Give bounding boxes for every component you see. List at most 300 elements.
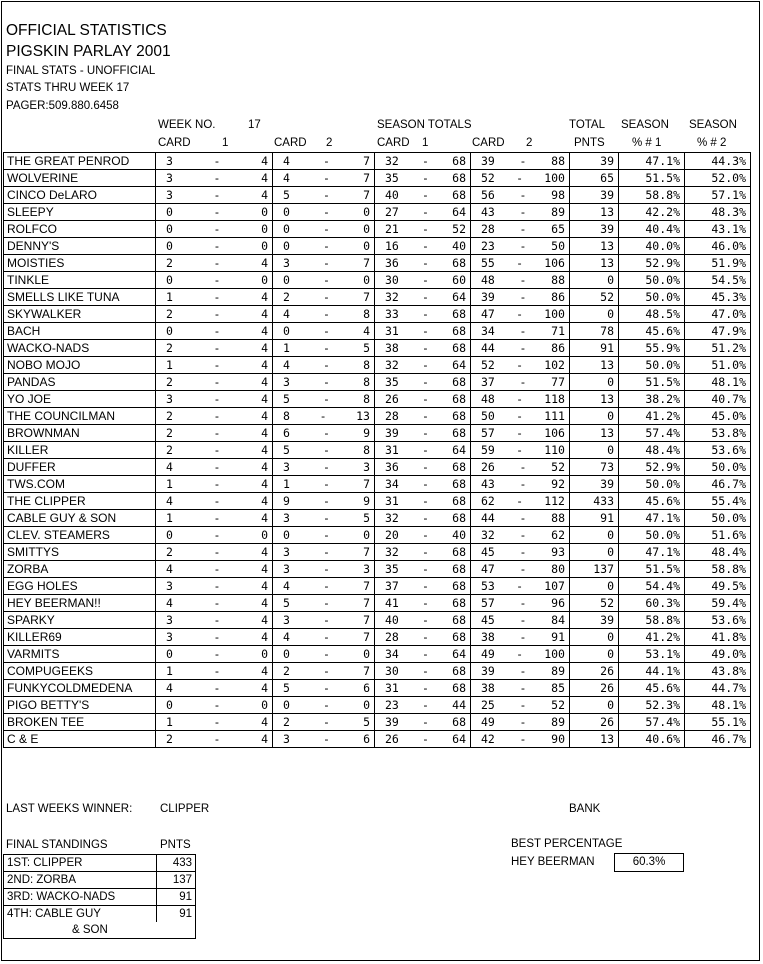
season-card1-total: 68 <box>452 681 466 695</box>
season-card1 <box>375 527 470 543</box>
season-totals-label: SEASON TOTALS <box>377 119 472 131</box>
season-pct1: 54.4% <box>619 578 685 595</box>
team-name: C & E <box>4 731 156 748</box>
dash: - <box>516 494 523 508</box>
season-card2-won: 50 <box>481 409 495 423</box>
season-card2-total: 88 <box>551 511 565 525</box>
dash: - <box>422 341 429 355</box>
table-row <box>4 561 751 578</box>
season-card1 <box>375 425 470 441</box>
dash: - <box>213 273 221 287</box>
week-card1-won: 1 <box>166 715 173 729</box>
season-pct1: 58.8% <box>619 187 685 204</box>
team-name: EGG HOLES <box>4 578 156 595</box>
dash: - <box>213 596 221 610</box>
dash: - <box>422 562 429 576</box>
season-card2 <box>471 204 569 220</box>
season-card1-won: 21 <box>385 222 399 236</box>
week-card2 <box>273 187 374 203</box>
dash: - <box>323 681 330 695</box>
season-card2-won: 57 <box>481 426 495 440</box>
table-row <box>4 408 751 425</box>
season-pct1: 45.6% <box>619 323 685 340</box>
week-card1-won: 0 <box>166 222 173 236</box>
standings-label: 1ST: CLIPPER <box>4 855 157 872</box>
season-pct2: 49.5% <box>685 578 751 595</box>
dash: - <box>323 545 330 559</box>
team-name: TWS.COM <box>4 476 156 493</box>
week-card2 <box>273 544 374 560</box>
week-card2-won: 9 <box>283 494 290 508</box>
dash: - <box>519 239 527 253</box>
season-card1-won: 40 <box>385 188 399 202</box>
season-pct2: 46.0% <box>685 238 751 255</box>
week-card2-total: 0 <box>363 698 370 712</box>
dash: - <box>213 545 221 559</box>
dash: - <box>213 511 221 525</box>
season-pct1: 41.2% <box>619 408 685 425</box>
season-pct1: 45.6% <box>619 680 685 697</box>
season-card2-total: 89 <box>551 205 565 219</box>
week-card1-won: 2 <box>166 307 173 321</box>
week-card2-won: 0 <box>283 222 290 236</box>
week-card1-won: 3 <box>166 630 173 644</box>
season-card2-won: 62 <box>481 494 495 508</box>
season-card2 <box>471 680 569 696</box>
season-card2-total: 110 <box>544 443 565 457</box>
season-card2 <box>471 357 569 373</box>
season-card2 <box>471 153 569 169</box>
season-pct2: 58.8% <box>685 561 751 578</box>
dash: - <box>323 188 330 202</box>
season-card1-won: 20 <box>385 528 399 542</box>
team-name: CABLE GUY & SON <box>4 510 156 527</box>
week-card1 <box>156 238 272 254</box>
season-card1 <box>375 476 470 492</box>
week-card1 <box>156 170 272 186</box>
table-row <box>4 646 751 663</box>
total-pnts: 0 <box>570 272 619 289</box>
season-pct1: 57.4% <box>619 425 685 442</box>
season-card1 <box>375 289 470 305</box>
season-card2-won: 48 <box>481 392 495 406</box>
season-pct2: 48.1% <box>685 374 751 391</box>
season-pct2: 44.7% <box>685 680 751 697</box>
dash: - <box>422 528 429 542</box>
team-name: SLEEPY <box>4 204 156 221</box>
season-pct1: 53.1% <box>619 646 685 663</box>
season-pct2: 59.4% <box>685 595 751 612</box>
week-card2-total: 6 <box>363 681 370 695</box>
season-pct1: 58.8% <box>619 612 685 629</box>
dash: - <box>323 477 330 491</box>
dash: - <box>323 222 330 236</box>
season-card1 <box>375 255 470 271</box>
week-card1-won: 1 <box>166 358 173 372</box>
season-pct1: 38.2% <box>619 391 685 408</box>
season-pct1: 40.4% <box>619 221 685 238</box>
dash: - <box>422 443 429 457</box>
week-card1-won: 0 <box>166 324 173 338</box>
standings-row-cont <box>4 922 196 939</box>
week-card1 <box>156 340 272 356</box>
season-card2-total: 107 <box>544 579 565 593</box>
season-card2 <box>471 238 569 254</box>
dash: - <box>519 290 527 304</box>
standings-pnts: 433 <box>157 855 196 872</box>
season-card2-num: 2 <box>526 137 533 149</box>
title-line-2: PIGSKIN PARLAY 2001 <box>6 43 171 60</box>
season-card2-total: 85 <box>551 681 565 695</box>
season-pct2: 43.1% <box>685 221 751 238</box>
total-pnts: 13 <box>570 357 619 374</box>
week-card1 <box>156 561 272 577</box>
week-card1-won: 0 <box>166 239 173 253</box>
season-card1-won: 39 <box>385 715 399 729</box>
dash: - <box>213 426 221 440</box>
season-card1 <box>375 442 470 458</box>
season-card2-total: 77 <box>551 375 565 389</box>
dash: - <box>213 698 221 712</box>
week-card2-total: 9 <box>363 494 370 508</box>
season-card2-total: 98 <box>551 188 565 202</box>
season-pct1: 60.3% <box>619 595 685 612</box>
week-card1 <box>156 357 272 373</box>
week-card1 <box>156 646 272 662</box>
team-name: CLEV. STEAMERS <box>4 527 156 544</box>
dash: - <box>323 171 330 185</box>
dash: - <box>213 222 221 236</box>
season-card2-won: 25 <box>481 698 495 712</box>
week-card2 <box>273 340 374 356</box>
team-name: DENNY'S <box>4 238 156 255</box>
season-card2-total: 96 <box>551 596 565 610</box>
week-card2-won: 4 <box>283 307 290 321</box>
dash: - <box>516 307 523 321</box>
season-card2 <box>471 629 569 645</box>
season-card1-total: 68 <box>452 494 466 508</box>
week-card1-total: 0 <box>261 647 268 661</box>
season-card2-won: 42 <box>481 732 495 746</box>
table-row <box>4 629 751 646</box>
season-pct1: 57.4% <box>619 714 685 731</box>
season-card1 <box>375 272 470 288</box>
total-pnts: 137 <box>570 561 619 578</box>
final-standings-label: FINAL STANDINGS <box>6 839 108 851</box>
table-row <box>4 714 751 731</box>
total-label: TOTAL <box>569 119 605 131</box>
week-card1-total: 4 <box>261 460 268 474</box>
week-card2-total: 5 <box>363 715 370 729</box>
season-card1-total: 68 <box>452 392 466 406</box>
table-row <box>4 544 751 561</box>
week-card1-total: 4 <box>261 443 268 457</box>
week-card2 <box>273 425 374 441</box>
week-card2-won: 3 <box>283 613 290 627</box>
dash: - <box>323 358 330 372</box>
season-card1-won: 31 <box>385 681 399 695</box>
season-card2 <box>471 391 569 407</box>
week-card2-total: 3 <box>363 562 370 576</box>
dash: - <box>422 732 429 746</box>
total-pnts: 65 <box>570 170 619 187</box>
season-card1-won: 28 <box>385 630 399 644</box>
dash: - <box>323 256 330 270</box>
week-card2-total: 0 <box>363 222 370 236</box>
total-pnts: 13 <box>570 731 619 748</box>
week-card1 <box>156 714 272 730</box>
standings-pnts: 91 <box>157 906 196 923</box>
dash: - <box>213 188 221 202</box>
season-card1-total: 68 <box>452 545 466 559</box>
season-card2 <box>471 221 569 237</box>
week-card2-won: 4 <box>283 154 290 168</box>
season-card1-total: 68 <box>452 154 466 168</box>
week-card2-total: 7 <box>363 171 370 185</box>
week-card1-total: 4 <box>261 341 268 355</box>
standings-pnts: 137 <box>157 872 196 889</box>
dash: - <box>323 324 330 338</box>
season1-label: SEASON <box>621 119 669 131</box>
season-pct2: 46.7% <box>685 476 751 493</box>
season-card2 <box>471 187 569 203</box>
season-card2-total: 50 <box>551 239 565 253</box>
week-card2-won: 0 <box>283 698 290 712</box>
season-card2-won: 57 <box>481 596 495 610</box>
week-card1-won: 2 <box>166 732 173 746</box>
week-card1 <box>156 493 272 509</box>
week-card2-won: 3 <box>283 256 290 270</box>
season-card1 <box>375 544 470 560</box>
standings-table <box>3 854 196 939</box>
season-card2 <box>471 442 569 458</box>
season-card1-total: 68 <box>452 375 466 389</box>
week-card1 <box>156 289 272 305</box>
team-name: KILLER <box>4 442 156 459</box>
season-card2 <box>471 697 569 713</box>
season-card1-total: 68 <box>452 341 466 355</box>
dash: - <box>319 409 327 423</box>
table-row <box>4 731 751 748</box>
week-card2 <box>273 612 374 628</box>
week-card1 <box>156 425 272 441</box>
table-row <box>4 204 751 221</box>
dash: - <box>213 239 221 253</box>
week-card1 <box>156 204 272 220</box>
week-card2-total: 0 <box>363 205 370 219</box>
dash: - <box>519 698 527 712</box>
dash: - <box>323 443 330 457</box>
week-card2-won: 8 <box>283 409 290 423</box>
dash: - <box>323 698 330 712</box>
season-card2 <box>471 323 569 339</box>
season-card2 <box>471 578 569 594</box>
dash: - <box>323 375 330 389</box>
week-card2 <box>273 697 374 713</box>
subtitle-week: STATS THRU WEEK 17 <box>6 82 130 94</box>
week-card2 <box>273 595 374 611</box>
dash: - <box>519 664 527 678</box>
week-card1 <box>156 731 272 747</box>
season-card1-won: 34 <box>385 647 399 661</box>
week-card1-total: 0 <box>261 528 268 542</box>
table-row <box>4 289 751 306</box>
season-card1-won: 32 <box>385 511 399 525</box>
season-card1 <box>375 612 470 628</box>
team-name: CINCO DeLARO <box>4 187 156 204</box>
week-card2 <box>273 561 374 577</box>
dash: - <box>422 307 429 321</box>
card2-label: CARD <box>274 137 307 149</box>
week-card2-total: 8 <box>363 307 370 321</box>
season-card1-won: 35 <box>385 375 399 389</box>
subtitle-final: FINAL STATS - UNOFFICIAL <box>6 65 156 77</box>
total-pnts: 78 <box>570 323 619 340</box>
week-card2 <box>273 357 374 373</box>
season-card2-won: 56 <box>481 188 495 202</box>
total-pnts: 13 <box>570 238 619 255</box>
week-card1-total: 0 <box>261 698 268 712</box>
week-card1-total: 4 <box>261 664 268 678</box>
week-card1-total: 4 <box>261 256 268 270</box>
season-card1-won: 31 <box>385 443 399 457</box>
table-row <box>4 527 751 544</box>
standings-label: 2ND: ZORBA <box>4 872 157 889</box>
season-card1-total: 40 <box>452 239 466 253</box>
season-card1-won: 40 <box>385 613 399 627</box>
season-card1 <box>375 714 470 730</box>
season-card1 <box>375 595 470 611</box>
week-card2-won: 5 <box>283 392 290 406</box>
dash: - <box>213 307 221 321</box>
dash: - <box>422 681 429 695</box>
season-card1-won: 23 <box>385 698 399 712</box>
week-card2-total: 13 <box>356 409 370 423</box>
week-card2 <box>273 255 374 271</box>
season-pct1: 41.2% <box>619 629 685 646</box>
week-card2-won: 5 <box>283 681 290 695</box>
dash: - <box>323 341 330 355</box>
total-pnts: 0 <box>570 306 619 323</box>
season-pct1: 44.1% <box>619 663 685 680</box>
standings-label-cont: & SON <box>4 922 196 939</box>
dash: - <box>323 392 330 406</box>
week-card1-total: 4 <box>261 494 268 508</box>
week-card2-won: 1 <box>283 477 290 491</box>
week-card2 <box>273 238 374 254</box>
dash: - <box>323 664 330 678</box>
season-card1 <box>375 663 470 679</box>
season-card1-won: 38 <box>385 341 399 355</box>
dash: - <box>422 273 429 287</box>
week-card2-won: 0 <box>283 239 290 253</box>
season-card2 <box>471 408 569 424</box>
card1-label: CARD <box>158 137 191 149</box>
season-pct2: 45.3% <box>685 289 751 306</box>
season-card1-won: 35 <box>385 171 399 185</box>
dash: - <box>519 630 527 644</box>
table-row <box>4 612 751 629</box>
week-no-label: WEEK NO. <box>158 119 216 131</box>
week-card1-total: 4 <box>261 392 268 406</box>
week-card2-won: 4 <box>283 630 290 644</box>
season-card2-won: 23 <box>481 239 495 253</box>
season-card1-total: 68 <box>452 715 466 729</box>
week-card2-total: 7 <box>363 154 370 168</box>
week-card2-total: 9 <box>363 426 370 440</box>
week-card1 <box>156 510 272 526</box>
season-pct2: 53.6% <box>685 612 751 629</box>
season-card1-total: 68 <box>452 409 466 423</box>
season-card1 <box>375 238 470 254</box>
table-row <box>4 340 751 357</box>
week-card1-total: 4 <box>261 477 268 491</box>
season-card2-won: 45 <box>481 613 495 627</box>
season-pct2: 40.7% <box>685 391 751 408</box>
week-card2-total: 7 <box>363 664 370 678</box>
table-row <box>4 697 751 714</box>
standings-row <box>4 889 196 906</box>
dash: - <box>323 511 330 525</box>
team-name: MOISTIES <box>4 255 156 272</box>
week-card2-won: 0 <box>283 273 290 287</box>
week-card2 <box>273 629 374 645</box>
standings-pnts: 91 <box>157 889 196 906</box>
week-card2 <box>273 646 374 662</box>
team-name: ZORBA <box>4 561 156 578</box>
total-pnts: 13 <box>570 204 619 221</box>
season-card2-total: 111 <box>544 409 565 423</box>
week-card1-total: 4 <box>261 630 268 644</box>
dash: - <box>519 205 527 219</box>
season-card1-won: 16 <box>385 239 399 253</box>
season-card1-total: 64 <box>452 443 466 457</box>
table-row <box>4 187 751 204</box>
week-card1 <box>156 306 272 322</box>
week-card1-total: 0 <box>261 222 268 236</box>
season-pct2: 53.6% <box>685 442 751 459</box>
season-card1-won: 28 <box>385 409 399 423</box>
season-card2-won: 53 <box>481 579 495 593</box>
dash: - <box>519 613 527 627</box>
team-name: PANDAS <box>4 374 156 391</box>
dash: - <box>213 154 221 168</box>
total-pnts: 39 <box>570 221 619 238</box>
season-card2-total: 89 <box>551 715 565 729</box>
team-name: THE COUNCILMAN <box>4 408 156 425</box>
dash: - <box>422 477 429 491</box>
season-card1 <box>375 153 470 169</box>
week-card1-won: 3 <box>166 171 173 185</box>
dash: - <box>422 256 429 270</box>
dash: - <box>519 528 527 542</box>
week-card2 <box>273 680 374 696</box>
table-row <box>4 578 751 595</box>
dash: - <box>422 171 429 185</box>
team-name: PIGO BETTY'S <box>4 697 156 714</box>
season-card1-total: 64 <box>452 290 466 304</box>
standings-label: 3RD: WACKO-NADS <box>4 889 157 906</box>
week-card1-won: 3 <box>166 392 173 406</box>
season-pct2: 44.3% <box>685 153 751 170</box>
table-row <box>4 323 751 340</box>
dash: - <box>422 222 429 236</box>
team-name: THE GREAT PENROD <box>4 153 156 170</box>
season-pct2: 41.8% <box>685 629 751 646</box>
season-card1 <box>375 510 470 526</box>
season-pct2: 53.8% <box>685 425 751 442</box>
dash: - <box>516 426 523 440</box>
